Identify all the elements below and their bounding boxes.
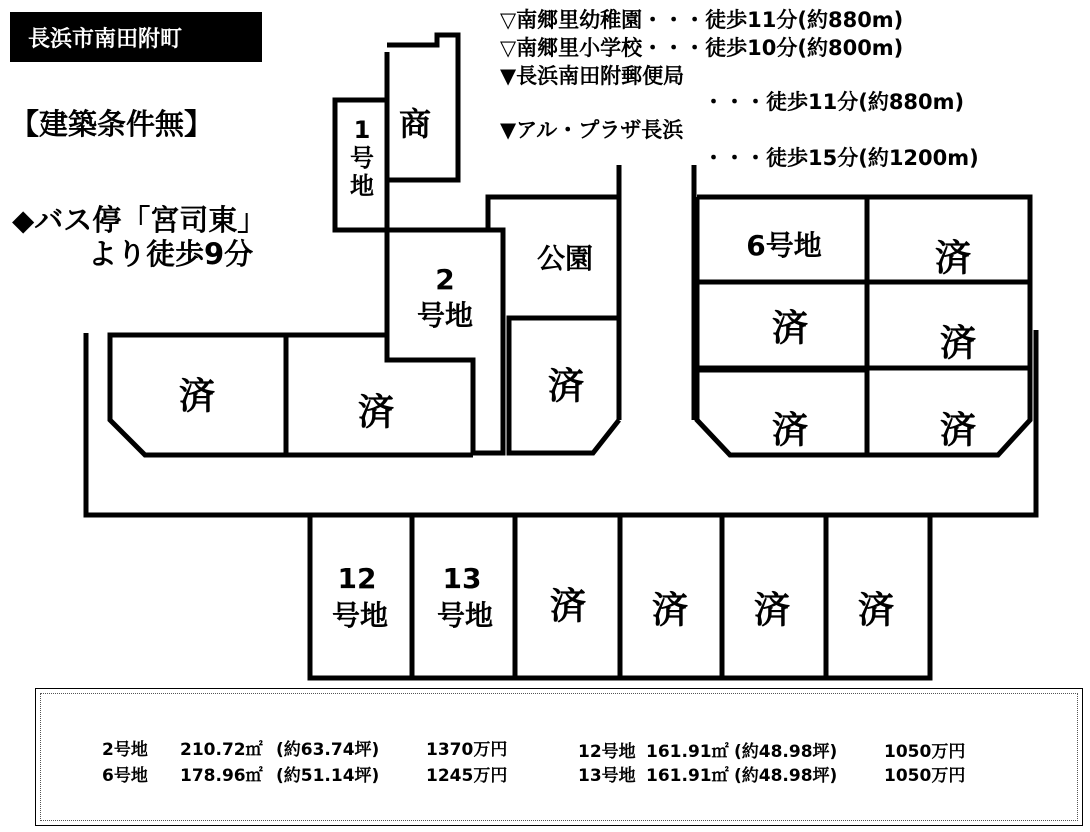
legend-lot: 2号地	[102, 740, 148, 760]
legend-row-lot6	[102, 761, 507, 786]
sold-label-5: 済	[771, 308, 809, 349]
legend-row-lot13	[578, 761, 965, 786]
lot2-label-num: 2	[435, 263, 455, 296]
legend-area: 210.72㎡	[180, 740, 263, 760]
legend-price: 1050万円	[884, 742, 966, 762]
sold-label-8: 済	[939, 410, 977, 451]
legend-tsubo: (約51.14坪)	[276, 766, 380, 786]
sold-label-3: 済	[547, 366, 585, 407]
legend-price: 1245万円	[426, 766, 508, 786]
park-label: 公園	[536, 242, 594, 275]
sold-label-11: 済	[753, 590, 791, 631]
sold-label-2: 済	[357, 392, 395, 433]
legend-lot: 13号地	[578, 766, 636, 786]
legend-tsubo: (約48.98坪)	[734, 742, 838, 762]
sold-label-6: 済	[939, 323, 977, 364]
lot13-label-num: 13	[442, 562, 482, 595]
nearby-post-office-distance: ・・・徒歩11分(約880m)	[703, 90, 965, 114]
legend-area: 161.91㎡	[646, 766, 729, 786]
lot12-label-num: 12	[337, 562, 377, 595]
nearby-shopping-mall-distance: ・・・徒歩15分(約1200m)	[703, 146, 979, 170]
legend-row-lot12	[578, 737, 965, 762]
building-conditions: 【建築条件無】	[10, 107, 214, 141]
bus-stop-line2: より徒歩9分	[88, 237, 254, 271]
sold-label-12: 済	[857, 590, 895, 631]
lot2-label-text: 号地	[416, 299, 474, 332]
legend-price: 1050万円	[884, 766, 966, 786]
sold-label-9: 済	[549, 586, 587, 627]
legend-lot: 12号地	[578, 742, 636, 762]
lot13-label-text: 号地	[436, 599, 494, 632]
legend-tsubo: (約63.74坪)	[276, 740, 380, 760]
nearby-shopping-mall: ▼アル・プラザ長浜	[500, 118, 684, 142]
bus-stop-line1: ◆バス停「宮司東」	[12, 203, 267, 237]
sold-label-10: 済	[651, 590, 689, 631]
area-title-text: 長浜市南田附町	[28, 26, 183, 52]
left-block-outline	[110, 335, 473, 455]
legend-lot: 6号地	[102, 766, 148, 786]
lot1-label-num: 1	[353, 116, 371, 144]
lot1-label-chi: 地	[350, 172, 374, 200]
price-legend	[35, 688, 1083, 826]
sold-label-4: 済	[934, 238, 972, 279]
sold-label-7: 済	[771, 410, 809, 451]
lot1-label-go: 号	[350, 144, 374, 172]
lot6-label: 6号地	[746, 229, 822, 262]
nearby-post-office: ▼長浜南田附郵便局	[500, 64, 685, 88]
legend-row-lot2	[102, 735, 507, 760]
shop-label: 商	[398, 105, 432, 143]
nearby-kindergarten: ▽南郷里幼稚園・・・徒歩11分(約880m)	[500, 8, 904, 32]
legend-area: 161.91㎡	[646, 742, 729, 762]
legend-price: 1370万円	[426, 740, 508, 760]
lot12-label-text: 号地	[331, 599, 389, 632]
legend-area: 178.96㎡	[180, 766, 263, 786]
legend-tsubo: (約48.98坪)	[734, 766, 838, 786]
sold-label-1: 済	[178, 376, 216, 417]
nearby-elementary-school: ▽南郷里小学校・・・徒歩10分(約800m)	[500, 36, 904, 60]
